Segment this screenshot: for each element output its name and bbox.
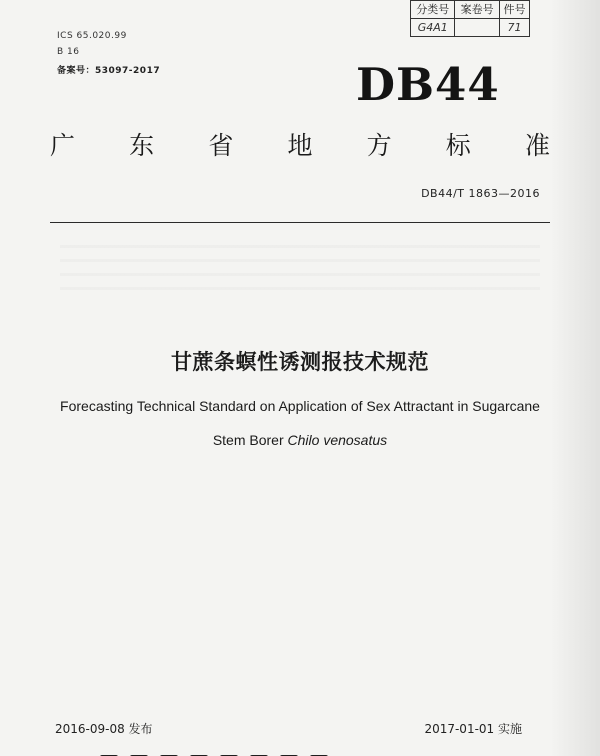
heading-char: 地 (287, 131, 313, 160)
heading-char: 准 (524, 131, 550, 160)
classification-header-row (411, 1, 530, 19)
header-divider (50, 222, 550, 223)
english-title-prefix: Stem Borer (212, 432, 288, 448)
file-number-header: 案卷号 (455, 1, 499, 19)
cropped-footer-text (100, 748, 360, 756)
heading-char: 方 (366, 131, 392, 160)
item-number-value: 71 (499, 19, 529, 37)
file-number-value (455, 19, 499, 37)
chinese-title: 甘蔗条螟性诱测报技术规范 (171, 350, 429, 374)
species-name: Chilo venosatus (287, 432, 388, 448)
filing-number: 备案号：53097-2017 (57, 66, 161, 76)
classification-box (410, 0, 530, 37)
standard-mark: DB44 (356, 58, 500, 111)
english-title-line-1: Forecasting Technical Standard on Application of Sex Attractant in Sugarcane (60, 398, 540, 414)
show-through-text (60, 245, 540, 295)
class-number-value: G4A1 (411, 19, 455, 37)
item-number-header: 件号 (499, 1, 529, 19)
standard-type-heading (50, 126, 550, 162)
scan-shadow (550, 0, 600, 756)
issue-date: 2016-09-08 发布 (55, 722, 153, 736)
english-title-line-2 (0, 432, 600, 448)
class-number-header: 分类号 (411, 1, 455, 19)
heading-char: 标 (445, 131, 471, 160)
heading-char: 省 (208, 131, 234, 160)
ics-code: ICS 65.020.99 (57, 31, 127, 41)
classification-value-row (411, 19, 530, 37)
standard-number: DB44/T 1863—2016 (421, 187, 540, 200)
effective-date: 2017-01-01 实施 (424, 722, 522, 736)
heading-char: 广 (50, 131, 76, 160)
ccs-code: B 16 (57, 47, 80, 57)
heading-char: 东 (129, 131, 155, 160)
